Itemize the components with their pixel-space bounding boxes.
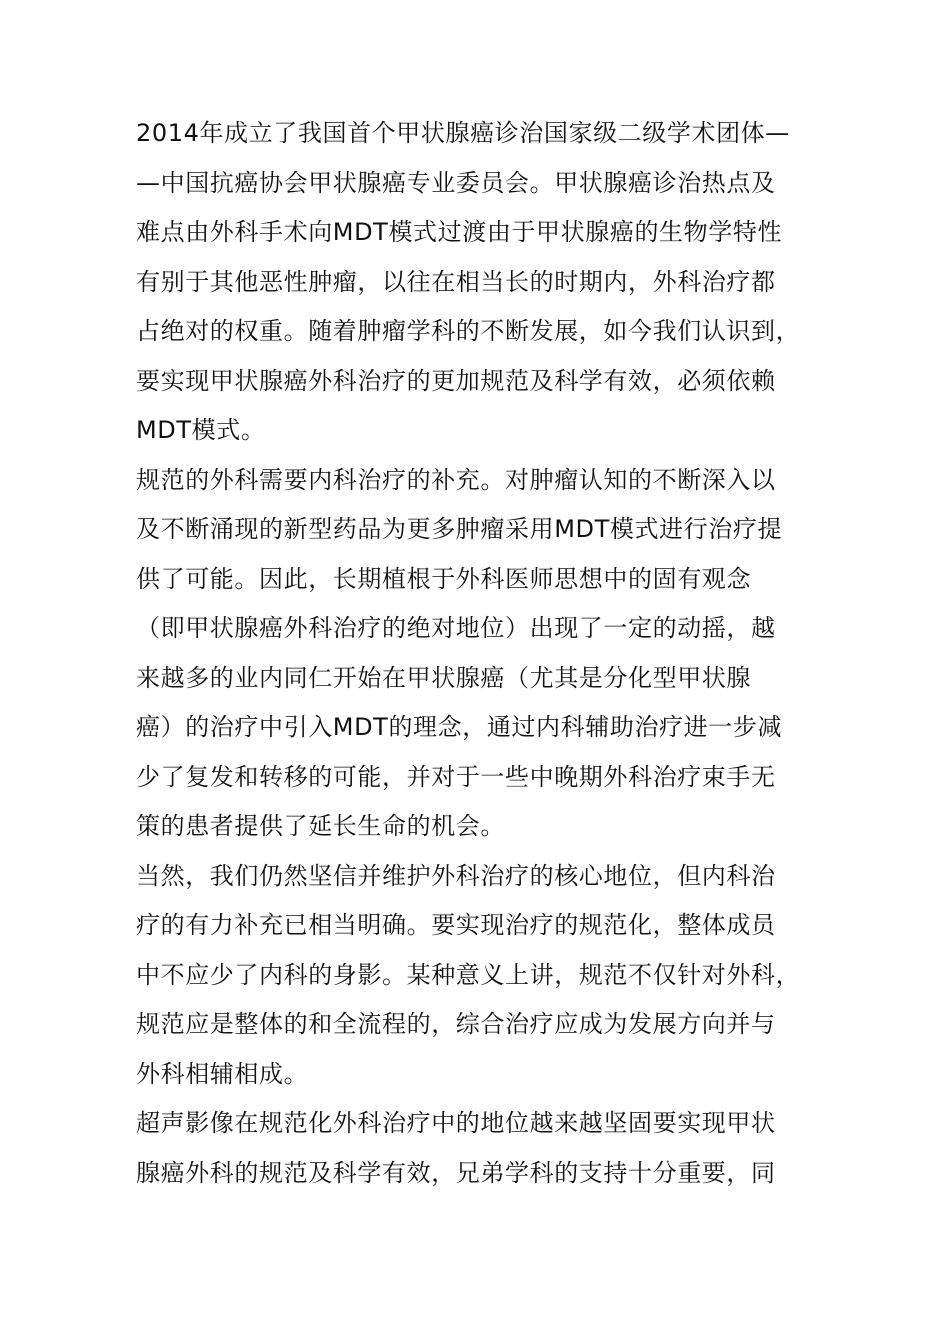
text-line: 来越多的业内同仁开始在甲状腺癌（尤其是分化型甲状腺 [136, 663, 751, 692]
text-line: 要实现甲状腺癌外科治疗的更加规范及科学有效，必须依赖 [136, 366, 776, 395]
text-line: 及不断涌现的新型药品为更多肿瘤采用MDT模式进行治疗提 [136, 515, 783, 543]
text-line: 占绝对的权重。随着肿瘤学科的不断发展，如今我们认识到， [136, 317, 801, 345]
text-line: （即甲状腺癌外科治疗的绝对地位）出现了一定的动摇，越 [136, 614, 776, 642]
text-line: 少了复发和转移的可能，并对于一些中晚期外科治疗束手无 [136, 762, 776, 791]
text-line: 外科相辅相成。 [136, 1059, 309, 1088]
text-line: 当然，我们仍然坚信并维护外科治疗的核心地位，但内科治 [136, 861, 776, 890]
text-line: 中不应少了内科的身影。某种意义上讲，规范不仅针对外科， [136, 960, 801, 989]
text-line: 超声影像在规范化外科治疗中的地位越来越坚固要实现甲状 [136, 1109, 776, 1137]
text-line: 有别于其他恶性肿瘤，以往在相当长的时期内，外科治疗都 [136, 267, 776, 296]
text-line: 疗的有力补充已相当明确。要实现治疗的规范化，整体成员 [136, 911, 776, 939]
body-text [136, 109, 836, 1198]
text-line: 腺癌外科的规范及科学有效，兄弟学科的支持十分重要，同 [136, 1158, 776, 1187]
text-line: MDT模式。 [136, 416, 266, 444]
text-line: 癌）的治疗中引入MDT的理念，通过内科辅助治疗进一步减 [136, 713, 783, 741]
text-line: 2014年成立了我国首个甲状腺癌诊治国家级二级学术团体— [136, 119, 790, 147]
text-line: 策的患者提供了延长生命的机会。 [136, 812, 505, 840]
text-line: 规范应是整体的和全流程的，综合治疗应成为发展方向并与 [136, 1010, 776, 1038]
text-line: 供了可能。因此，长期植根于外科医师思想中的固有观念 [136, 564, 751, 593]
text-line: 规范的外科需要内科治疗的补充。对肿瘤认知的不断深入以 [136, 465, 776, 494]
text-line: —中国抗癌协会甲状腺癌专业委员会。甲状腺癌诊治热点及 [136, 168, 776, 197]
text-line: 难点由外科手术向MDT模式过渡由于甲状腺癌的生物学特性 [136, 218, 783, 246]
